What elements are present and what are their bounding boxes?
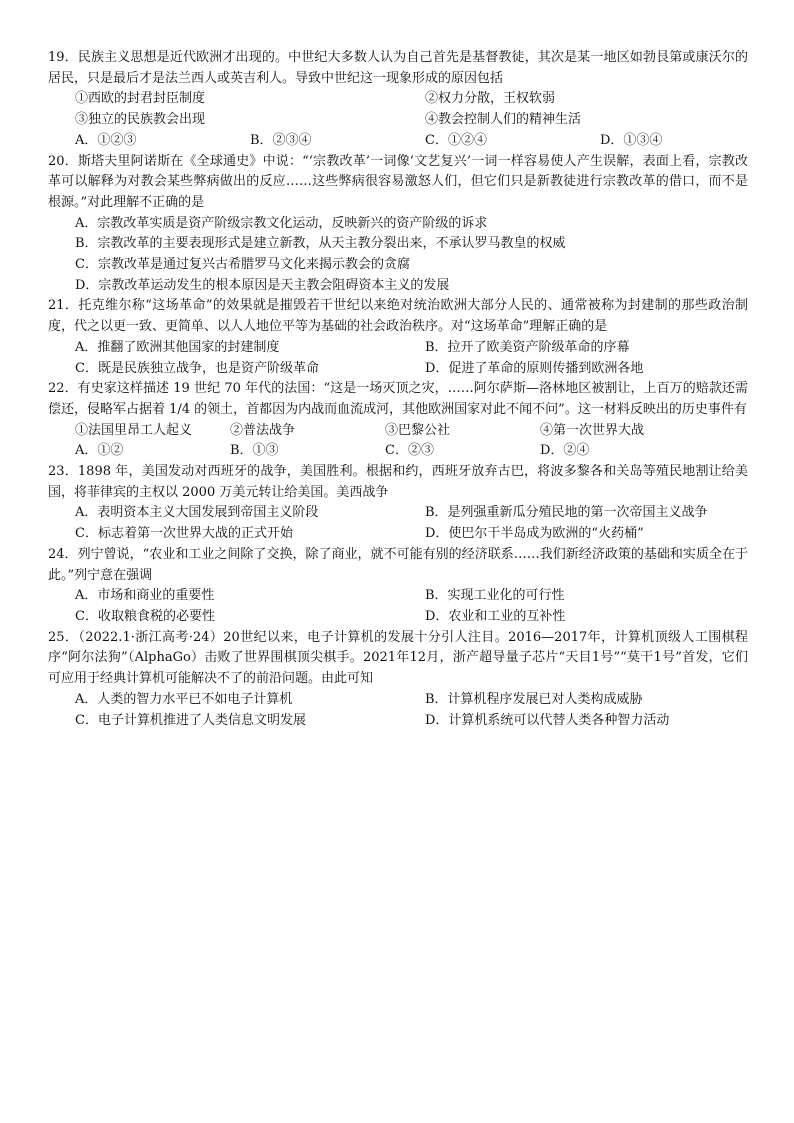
question-text: 20．斯塔夫里阿诺斯在《全球通史》中说：“‘宗教改革’一词像‘文艺复兴’一词一样容易使人产生误解，表面上看，宗教改革可以解释为对教会某些弊病做出的反应……这些弊病很容易激怒人们，但它们只是新教徒进行宗教改革的借口，而不是根源。”对此理解不正确的是 <box>48 153 748 210</box>
option-c[interactable]: C．既是民族独立战争，也是资产阶级革命 <box>75 360 319 376</box>
option-a[interactable]: A．市场和商业的重要性 <box>75 588 215 604</box>
option-b[interactable]: B．是列强重新瓜分殖民地的第一次帝国主义战争 <box>425 505 708 521</box>
option-row <box>48 607 748 628</box>
option-row <box>48 711 748 732</box>
option-a[interactable]: A．表明资本主义大国发展到帝国主义阶段 <box>75 505 319 521</box>
option-b[interactable]: B．计算机程序发展已对人类构成威胁 <box>425 691 643 707</box>
option-c[interactable]: C．标志着第一次世界大战的正式开始 <box>75 526 293 542</box>
option-b[interactable]: B．实现工业化的可行性 <box>425 588 565 604</box>
option-row <box>48 338 748 359</box>
question-20 <box>48 152 748 297</box>
statement-row <box>48 110 748 131</box>
question-19 <box>48 48 748 152</box>
option-row <box>48 503 748 524</box>
question-21 <box>48 296 748 379</box>
question-text: 23．1898 年，美国发动对西班牙的战争，美国胜利。根据和约，西班牙放弃古巴，将波多黎各和关岛等殖民地割让给美国，将菲律宾的主权以 2000 万美元转让给美国。美西战争 <box>48 464 748 500</box>
statement-row <box>48 421 748 442</box>
option-row <box>48 131 748 152</box>
option-c[interactable]: C．①②④ <box>425 132 487 148</box>
option-row <box>48 690 748 711</box>
question-text: 22．有史家这样描述 19 世纪 70 年代的法国：“这是一场灭顶之灾，……阿尔萨斯—洛林地区被割让，上百万的赔款还需偿还，侵略军占据着 1/4 的领土，首都因为内战而血流成河，其他欧洲国家对此不闻不问”。这一材料反映出的历史事件有 <box>48 381 748 417</box>
option-row <box>48 586 748 607</box>
statement-item: ④第一次世界大战 <box>540 422 645 438</box>
statement-item: ③独立的民族教会出现 <box>75 112 206 128</box>
statement-item: ①西欧的封君封臣制度 <box>75 91 206 107</box>
option-b[interactable]: B．①③ <box>230 443 279 459</box>
option-a[interactable]: A．人类的智力水平已不如电子计算机 <box>75 691 293 707</box>
question-23 <box>48 462 748 545</box>
option-d[interactable]: D．①③④ <box>600 132 663 148</box>
statement-item: ②权力分散，王权软弱 <box>425 91 556 107</box>
question-sheet <box>48 48 748 731</box>
question-text: 24．列宁曾说，“农业和工业之间除了交换，除了商业，就不可能有别的经济联系……我们新经济政策的基础和实质全在于此。”列宁意在强调 <box>48 546 748 583</box>
question-25 <box>48 628 748 732</box>
option-row <box>48 441 748 462</box>
question-24 <box>48 545 748 628</box>
question-text: 19．民族主义思想是近代欧洲才出现的。中世纪大多数人认为自己首先是基督教徒，其次是某一地区如勃艮第或康沃尔的居民，只是最后才是法兰西人或英吉利人。导致中世纪这一现象形成的原因包括 <box>48 50 748 86</box>
option-d[interactable]: D．使巴尔干半岛成为欧洲的“火药桶” <box>425 526 644 542</box>
option-a[interactable]: A．推翻了欧洲其他国家的封建制度 <box>75 339 280 355</box>
question-text: 21．托克维尔称“这场革命”的效果就是摧毁若干世纪以来绝对统治欧洲大部分人民的、通常被称为封建制的那些政治制度，代之以更一致、更简单、以人人地位平等为基础的社会政治秩序。对“这场革命”理解正确的是 <box>48 298 748 335</box>
option-row <box>48 524 748 545</box>
option-d[interactable]: D．②④ <box>540 443 590 459</box>
statement-row <box>48 89 748 110</box>
option-d[interactable]: D．促进了革命的原则传播到欧洲各地 <box>425 360 644 376</box>
option-d[interactable]: D．计算机系统可以代替人类各种智力活动 <box>425 712 670 728</box>
option-d[interactable]: D．农业和工业的互补性 <box>425 608 566 624</box>
option-a[interactable]: A．①②③ <box>75 132 137 148</box>
option-row <box>48 359 748 380</box>
statement-item: ③巴黎公社 <box>385 422 451 438</box>
option-b[interactable]: B．②③④ <box>250 132 312 148</box>
option-c[interactable]: C．②③ <box>385 443 434 459</box>
option-b[interactable]: B．拉开了欧美资产阶级革命的序幕 <box>425 339 630 355</box>
option-a[interactable]: A．①② <box>75 443 124 459</box>
statement-item: ②普法战争 <box>230 422 296 438</box>
option-b[interactable]: B．宗教改革的主要表现形式是建立新教，从天主教分裂出来，不承认罗马教皇的权威 <box>75 236 566 252</box>
option-a[interactable]: A．宗教改革实质是资产阶级宗教文化运动，反映新兴的资产阶级的诉求 <box>75 215 488 231</box>
option-c[interactable]: C．收取粮食税的必要性 <box>75 608 215 624</box>
statement-item: ④教会控制人们的精神生活 <box>425 112 582 128</box>
question-22 <box>48 379 748 462</box>
question-text: 25．（2022.1·浙江高考·24）20世纪以来，电子计算机的发展十分引人注目。2016—2017年，计算机顶级人工围棋程序“阿尔法狗”（AlphaGo）击败了世界围棋顶尖棋手。2021年12月，浙产超导量子芯片“天目1号”“莫干1号”首发，它们可应用于经典计算机可能解决不了的前沿问题。由此可知 <box>48 629 748 687</box>
option-c[interactable]: C．宗教改革是通过复兴古希腊罗马文化来揭示教会的贪腐 <box>75 257 410 273</box>
option-c[interactable]: C．电子计算机推进了人类信息文明发展 <box>75 712 306 728</box>
statement-item: ①法国里昂工人起义 <box>75 422 193 438</box>
option-d[interactable]: D．宗教改革运动发生的根本原因是天主教会阻碍资本主义的发展 <box>75 277 450 293</box>
